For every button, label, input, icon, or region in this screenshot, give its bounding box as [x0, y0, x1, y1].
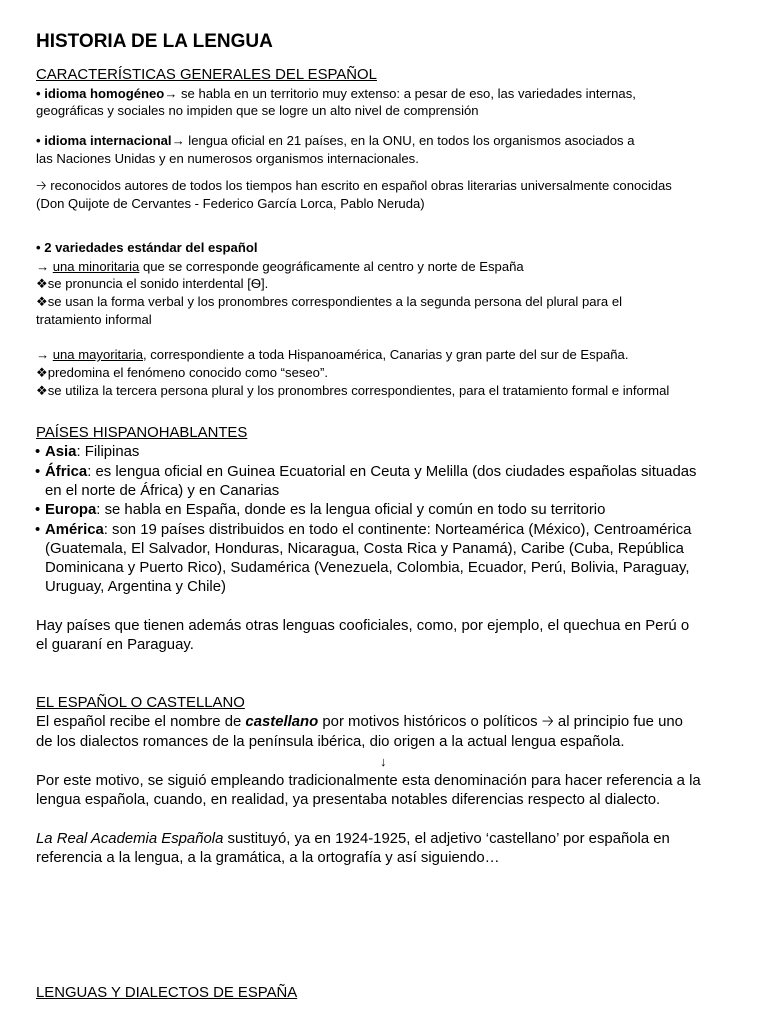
- mayoritaria-bullet-1: ❖predomina el fenómeno conocido como “seseo”.: [36, 365, 328, 380]
- mayoritaria-line: [36, 346, 734, 364]
- bullet-icon: •: [35, 502, 41, 518]
- bullet-icon: •: [35, 522, 41, 538]
- minoritaria-bullet-2: ❖se usan la forma verbal y los pronombres correspondientes a la segunda persona del plural para el: [36, 294, 623, 309]
- america-text-cont-2: Dominicana y Puerto Rico), Sudamérica (Venezuela, Colombia, Ecuador, Perú, Bolivia, Paraguay,: [45, 560, 690, 576]
- minoritaria-bullet-1: ❖se pronuncia el sonido interdental [Ѳ].: [36, 276, 269, 291]
- homogeneo-line-1: [36, 85, 734, 103]
- list-item-africa: [36, 463, 734, 482]
- africa-text: : es lengua oficial en Guinea Ecuatorial en Ceuta y Melilla (dos ciudades españolas situadas: [87, 464, 697, 480]
- internacional-line-2: las Naciones Unidas y en numerosos organismos internacionales.: [36, 151, 419, 166]
- section-heading-castellano: EL ESPAÑOL O CASTELLANO: [36, 695, 245, 711]
- homogeneo-line-2: geográficas y sociales no impiden que se logre un alto nivel de comprensión: [36, 103, 479, 118]
- castellano-p1-text-a: El español recibe el nombre de: [36, 714, 246, 730]
- list-item-asia: [36, 443, 734, 462]
- minoritaria-line: [36, 258, 734, 276]
- section-heading-lenguas: LENGUAS Y DIALECTOS DE ESPAÑA: [36, 985, 298, 1001]
- europa-text: : se habla en España, donde es la lengua oficial y común en todo su territorio: [96, 502, 606, 518]
- down-arrow-icon: ↓: [380, 754, 387, 769]
- variedades-heading: [36, 239, 734, 257]
- autores-line-2: (Don Quijote de Cervantes - Federico García Lorca, Pablo Neruda): [36, 196, 425, 211]
- mayoritaria-text: , correspondiente a toda Hispanoamérica, Canarias y gran parte del sur de España.: [142, 347, 629, 362]
- africa-label: África: [45, 464, 88, 480]
- homogeneo-label: • idioma homogéneo: [36, 86, 165, 101]
- castellano-term: castellano: [245, 714, 319, 730]
- section-heading-paises: PAÍSES HISPANOHABLANTES: [36, 425, 248, 441]
- bullet-icon: •: [35, 464, 41, 480]
- castellano-p1-line-2: de los dialectos romances de la península ibérica, dio origen a la actual lengua española.: [36, 734, 625, 750]
- america-text-cont-1: (Guatemala, El Salvador, Honduras, Nicaragua, Costa Rica y Panamá), Caribe (Cuba, República: [45, 541, 684, 557]
- arrow-icon: →: [36, 259, 50, 274]
- castellano-p3-line-2: referencia a la lengua, a la gramática, a la ortografía y así siguiendo…: [36, 850, 500, 866]
- castellano-p2-line-1: Por este motivo, se siguió empleando tradicionalmente esta denominación para hacer referencia a la: [36, 773, 701, 789]
- variedades-heading-text: • 2 variedades estándar del español: [36, 240, 258, 255]
- castellano-p3-line-1: [36, 830, 734, 849]
- castellano-p1-line-1: [36, 713, 734, 732]
- castellano-p1-text-b: por motivos históricos o políticos 🡢 al principio fue uno: [318, 714, 683, 730]
- internacional-label: • idioma internacional: [36, 133, 172, 148]
- list-item-europa: [36, 501, 734, 520]
- arrow-icon: →: [36, 347, 50, 362]
- arrow-icon: →: [164, 86, 178, 101]
- cooficiales-line-2: el guaraní en Paraguay.: [36, 637, 194, 653]
- europa-label: Europa: [45, 502, 97, 518]
- asia-label: Asia: [45, 444, 77, 460]
- castellano-p2-line-2: lengua española, cuando, en realidad, ya presentaba notables diferencias respecto al dialecto.: [36, 792, 661, 808]
- arrow-icon: →: [171, 133, 185, 148]
- minoritaria-label: una minoritaria: [52, 259, 140, 274]
- cooficiales-line-1: Hay países que tienen además otras lenguas cooficiales, como, por ejemplo, el quechua en Perú o: [36, 618, 690, 634]
- america-text: : son 19 países distribuidos en todo el continente: Norteamérica (México), Centroamérica: [103, 522, 692, 538]
- minoritaria-bullet-2-cont: tratamiento informal: [36, 312, 152, 327]
- rae-name: La Real Academia Española: [36, 831, 224, 847]
- asia-text: : Filipinas: [76, 444, 140, 460]
- africa-text-cont: en el norte de África) y en Canarias: [45, 483, 280, 499]
- bullet-icon: •: [35, 444, 41, 460]
- homogeneo-text: se habla en un territorio muy extenso: a pesar de eso, las variedades internas,: [177, 86, 636, 101]
- minoritaria-text: que se corresponde geográficamente al centro y norte de España: [139, 259, 524, 274]
- page-title: HISTORIA DE LA LENGUA: [36, 31, 273, 52]
- mayoritaria-label: una mayoritaria: [52, 347, 143, 362]
- list-item-america: [36, 521, 734, 540]
- section-heading-caracteristicas: CARACTERÍSTICAS GENERALES DEL ESPAÑOL: [36, 67, 377, 83]
- castellano-p3-text: sustituyó, ya en 1924-1925, el adjetivo ‘castellano’ por española en: [223, 831, 670, 847]
- internacional-text: lengua oficial en 21 países, en la ONU, en todos los organismos asociados a: [184, 133, 635, 148]
- america-label: América: [45, 522, 104, 538]
- autores-line-1: 🡢 reconocidos autores de todos los tiempos han escrito en español obras literarias universalmente conocidas: [36, 178, 672, 193]
- america-text-cont-3: Uruguay, Argentina y Chile): [45, 579, 226, 595]
- internacional-line-1: [36, 132, 734, 150]
- mayoritaria-bullet-2: ❖se utiliza la tercera persona plural y los pronombres correspondientes, para el tratamiento formal e informal: [36, 383, 670, 398]
